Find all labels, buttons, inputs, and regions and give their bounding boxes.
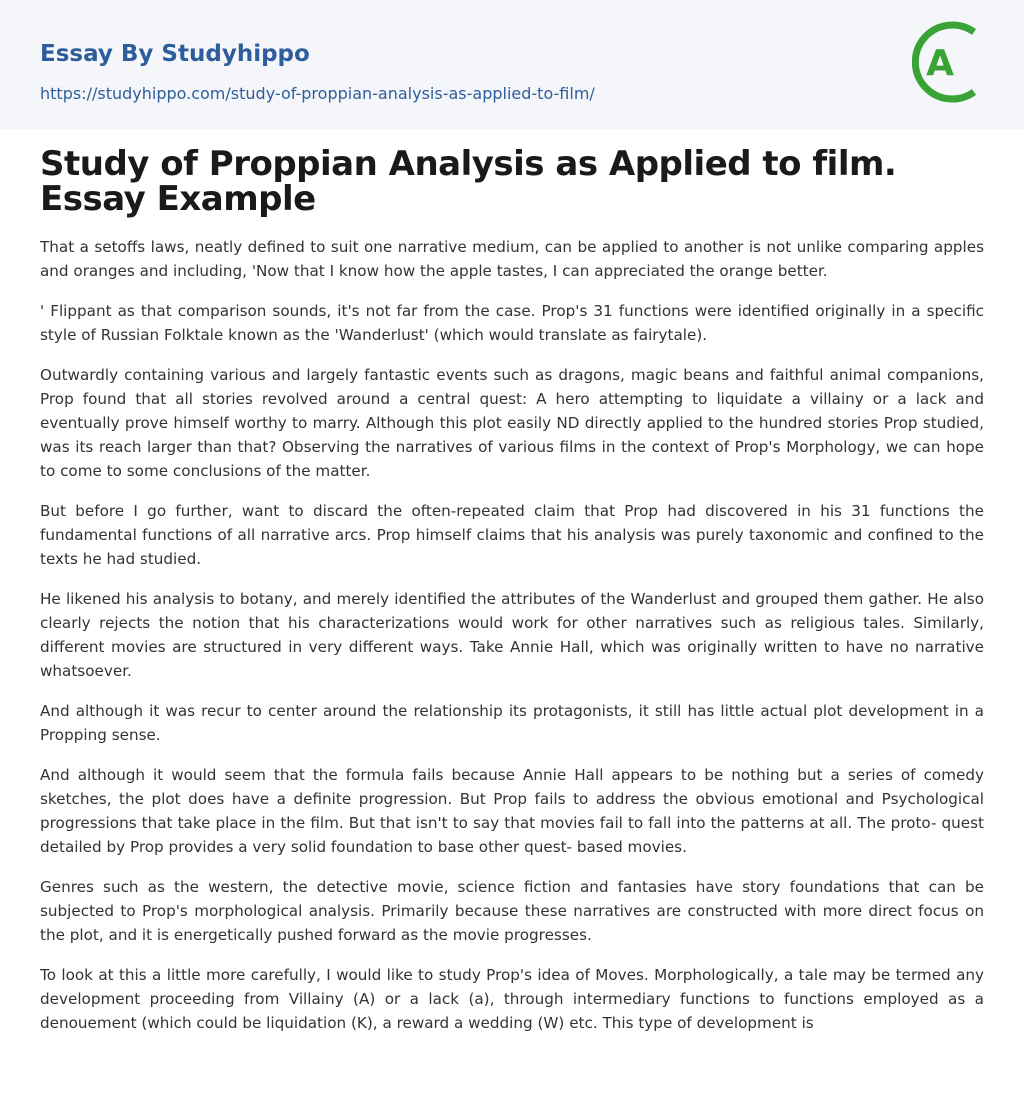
- paragraph: To look at this a little more carefully, I would like to study Prop's idea of Moves. Morphologically, a tale may be termed any development proceeding from Villainy (A) or a lack (a), through intermediary functions to functions employed as a denouement (which could be liquidation (K), a reward a wedding (W) etc. This type of development is: [40, 966, 984, 1032]
- paragraph: Genres such as the western, the detective movie, science fiction and fantasies have story foundations that can be subjected to Prop's morphological analysis. Primarily because these narratives are constructed with more direct focus on the plot, and it is energetically pushed forward as the movie progresses.: [40, 878, 984, 944]
- paragraph: That a setoffs laws, neatly defined to suit one narrative medium, can be applied to another is not unlike comparing apples and oranges and including, 'Now that I know how the apple tastes, I can appreciated the orange better.: [40, 238, 984, 280]
- paragraph: Outwardly containing various and largely fantastic events such as dragons, magic beans and faithful animal companions, Prop found that all stories revolved around a central quest: A hero attempting to liquidate a villainy or a lack and eventually prove himself worthy to marry. Although this plot easily ND directly applied to the hundred stories Prop studied, was its reach larger than that? Observing the narratives of various films in the context of Prop's Morphology, we can hope to come to some conclusions of the matter.: [40, 366, 984, 480]
- site-header: [0, 0, 1024, 129]
- paragraph: And although it was recur to center around the relationship its protagonists, it still has little actual plot development in a Propping sense.: [40, 702, 984, 744]
- paragraph: And although it would seem that the formula fails because Annie Hall appears to be nothing but a series of comedy sketches, the plot does have a definite progression. But Prop fails to address the obvious emotional and Psychological progressions that take place in the film. But that isn't to say that movies fail to fall into the patterns at all. The proto- quest detailed by Prop provides a very solid foundation to base other quest- based movies.: [40, 766, 984, 856]
- article-container: [0, 144, 1024, 1035]
- studyhippo-logo-icon[interactable]: [912, 19, 986, 105]
- article-body: [40, 235, 984, 1035]
- brand-title[interactable]: Essay By Studyhippo: [40, 41, 310, 67]
- paragraph: He likened his analysis to botany, and merely identified the attributes of the Wanderlust and grouped them gather. He also clearly rejects the notion that his characterizations would work for other narratives such as religious tales. Similarly, different movies are structured in very different ways. Take Annie Hall, which was originally written to have no narrative whatsoever.: [40, 590, 984, 680]
- source-url-link[interactable]: https://studyhippo.com/study-of-proppian-analysis-as-applied-to-film/: [40, 84, 595, 103]
- paragraph: ' Flippant as that comparison sounds, it's not far from the case. Prop's 31 functions were identified originally in a specific style of Russian Folktale known as the 'Wanderlust' (which would translate as fairytale).: [40, 302, 984, 344]
- logo-letter: A: [926, 43, 954, 84]
- page-title: Study of Proppian Analysis as Applied to film. Essay Example: [40, 144, 897, 219]
- paragraph: But before I go further, want to discard the often-repeated claim that Prop had discovered in his 31 functions the fundamental functions of all narrative arcs. Prop himself claims that his analysis was purely taxonomic and confined to the texts he had studied.: [40, 502, 984, 568]
